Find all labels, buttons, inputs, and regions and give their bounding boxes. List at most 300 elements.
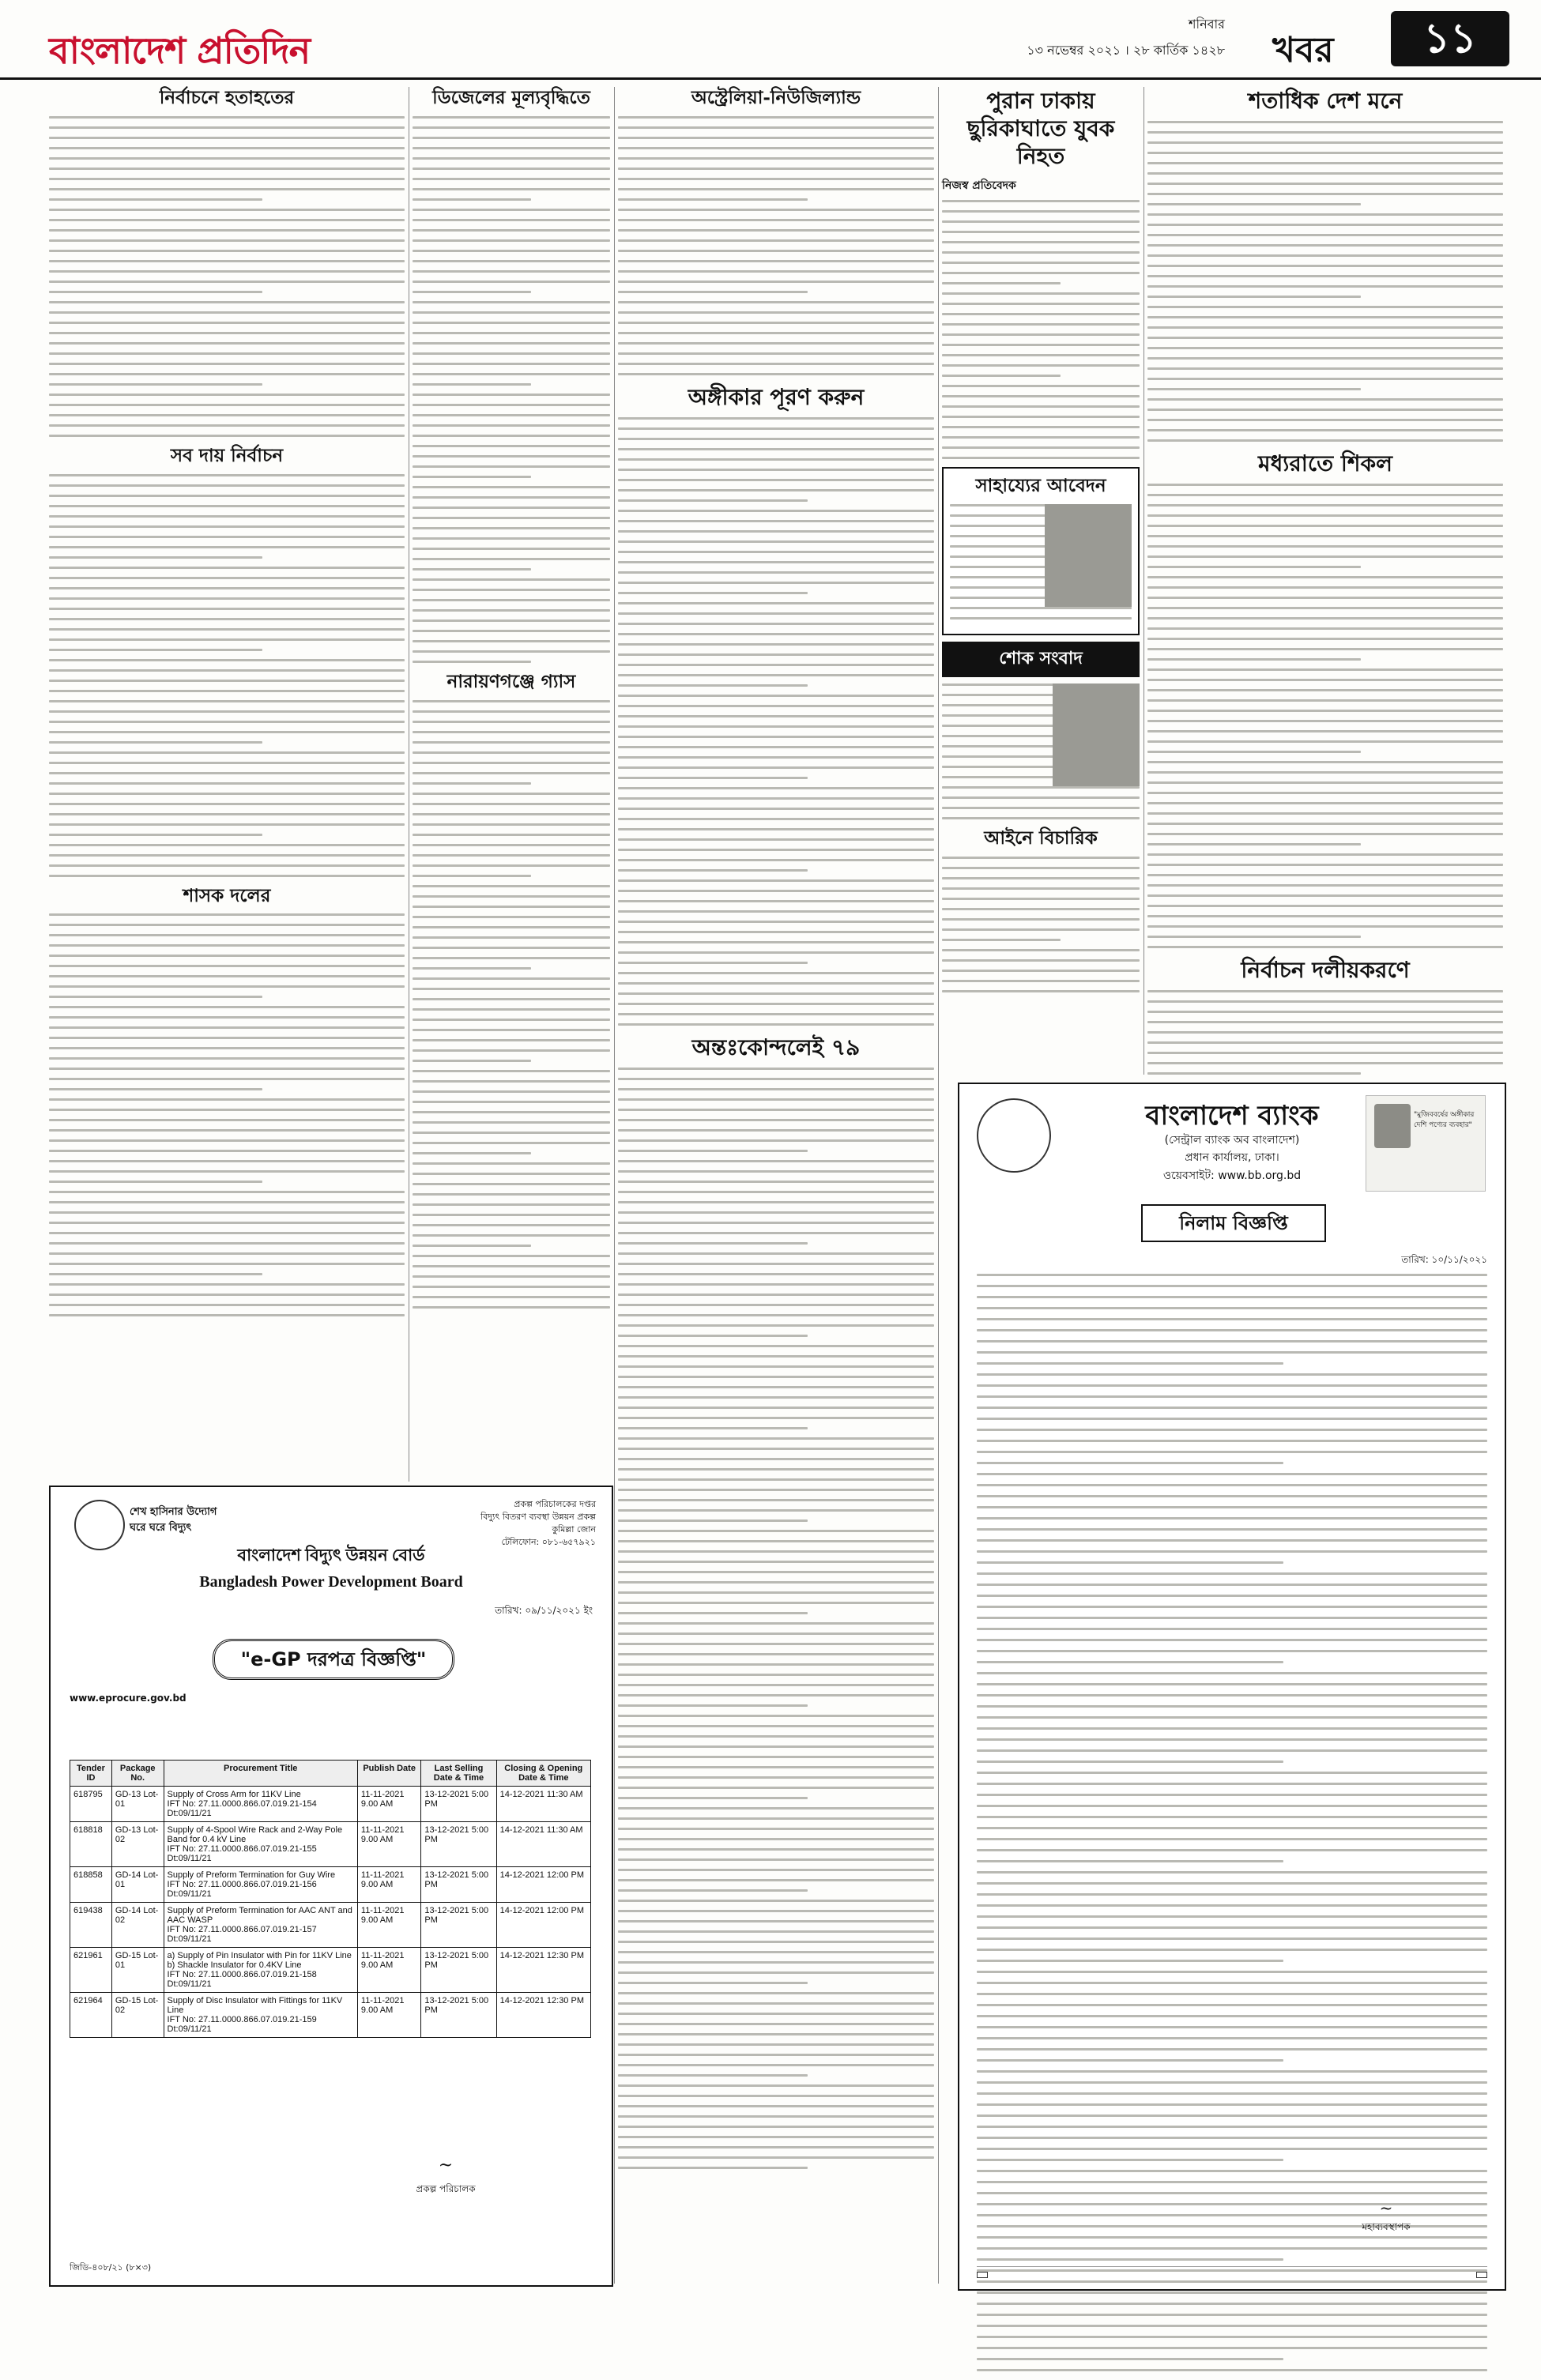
section-name: খবর [1272, 30, 1334, 70]
text-line-placeholder [1147, 141, 1503, 144]
text-line-placeholder [1147, 162, 1503, 164]
tender-table-header: Tender ID [70, 1761, 112, 1787]
text-line-placeholder [942, 980, 1140, 982]
text-line-placeholder [942, 200, 1140, 202]
signature-block [1291, 2196, 1481, 2234]
text-line-placeholder [49, 1211, 405, 1214]
text-line-placeholder [1147, 429, 1503, 431]
text-line-placeholder [413, 906, 610, 908]
text-line-placeholder [49, 1191, 405, 1193]
text-line-placeholder [413, 957, 610, 959]
text-line-placeholder [618, 1591, 934, 1594]
text-line-placeholder [977, 1938, 1487, 1940]
text-line-placeholder [618, 1468, 934, 1471]
text-line-placeholder [618, 168, 934, 170]
text-line-placeholder [618, 1345, 934, 1347]
text-line-placeholder [618, 448, 934, 450]
masthead [0, 0, 1541, 80]
org-name-en: Bangladesh Power Development Board [199, 1573, 463, 1591]
text-line-placeholder [942, 231, 1140, 233]
text-line-placeholder [618, 1828, 934, 1830]
text-line-placeholder [1147, 874, 1503, 876]
ad-footer: জিডি-৪০৮/২১ (৮×৩) [70, 2261, 152, 2273]
emblem-caption: "মুজিববর্ষের অঙ্গীকার দেশি পণ্যের ব্যবহার" [1414, 1111, 1475, 1129]
text-line-placeholder [618, 962, 808, 964]
text-line-placeholder [413, 239, 610, 242]
text-line-placeholder [413, 137, 610, 139]
text-line-placeholder [413, 721, 610, 723]
article-body-placeholder [1147, 121, 1503, 442]
text-line-placeholder [49, 864, 405, 867]
text-line-placeholder [618, 797, 934, 800]
text-line-placeholder [618, 301, 934, 303]
text-line-placeholder [618, 1489, 934, 1491]
text-line-placeholder [618, 1787, 934, 1789]
text-line-placeholder [977, 2004, 1487, 2006]
text-line-placeholder [1147, 484, 1503, 486]
text-line-placeholder [942, 908, 1140, 910]
text-line-placeholder [618, 1817, 934, 1820]
text-line-placeholder [977, 1362, 1283, 1365]
text-line-placeholder [618, 828, 934, 830]
article-headline: পুরান ঢাকায় ছুরিকাঘাতে যুবক নিহত [966, 88, 1115, 169]
signature-mark: ~ [438, 2156, 454, 2175]
text-line-placeholder [49, 741, 262, 744]
text-line-placeholder [618, 1139, 934, 1142]
tender-table-cell: 621964 [70, 1993, 112, 2038]
text-line-placeholder [618, 1900, 934, 1902]
text-line-placeholder [413, 1173, 610, 1175]
tender-table-cell: 621961 [70, 1948, 112, 1993]
text-line-placeholder [618, 1396, 934, 1399]
text-line-placeholder [977, 2192, 1487, 2194]
text-line-placeholder [977, 1860, 1283, 1862]
tender-table-cell: a) Supply of Pin Insulator with Pin for 11KV Line b) Shackle Insulator for 0.4KV Line IFT No: 27.11.0000.866.07.019.21-158 Dt:09/11/21 [164, 1948, 357, 1993]
text-line-placeholder [618, 1013, 934, 1015]
text-line-placeholder [977, 1561, 1283, 1564]
text-line-placeholder [618, 1735, 934, 1738]
text-line-placeholder [49, 782, 405, 785]
text-line-placeholder [618, 322, 934, 324]
text-line-placeholder [413, 947, 610, 949]
text-line-placeholder [942, 446, 1140, 449]
text-line-placeholder [977, 2369, 1487, 2371]
text-line-placeholder [1147, 494, 1503, 496]
text-line-placeholder [49, 1129, 405, 1132]
text-line-placeholder [49, 188, 405, 190]
text-line-placeholder [413, 885, 610, 887]
portrait-photo [1053, 683, 1140, 786]
text-line-placeholder [618, 1951, 934, 1953]
text-line-placeholder [413, 661, 531, 663]
text-line-placeholder [1147, 730, 1503, 732]
text-line-placeholder [618, 1879, 934, 1881]
text-line-placeholder [49, 404, 405, 406]
text-line-placeholder [618, 787, 934, 789]
text-line-placeholder [618, 1232, 934, 1234]
tender-table-cell: GD-14 Lot-01 [111, 1867, 164, 1903]
text-line-placeholder [977, 1451, 1487, 1453]
article-body-placeholder [618, 116, 934, 375]
text-line-placeholder [618, 1869, 934, 1871]
text-line-placeholder [618, 612, 934, 615]
text-line-placeholder [618, 1201, 934, 1203]
text-line-placeholder [618, 1324, 934, 1327]
text-line-placeholder [1147, 833, 1503, 835]
text-line-placeholder [49, 772, 405, 774]
text-line-placeholder [618, 209, 934, 211]
text-line-placeholder [1147, 751, 1361, 753]
text-line-placeholder [49, 229, 405, 232]
article-headline: অঙ্গীকার পূরণ করুন [688, 383, 865, 410]
text-line-placeholder [49, 955, 405, 957]
text-line-placeholder [413, 1121, 610, 1124]
text-line-placeholder [49, 1294, 405, 1296]
text-line-placeholder [413, 527, 610, 529]
text-line-placeholder [1147, 183, 1503, 185]
appeal-box [942, 467, 1140, 635]
text-line-placeholder [618, 818, 934, 820]
text-line-placeholder [413, 486, 610, 488]
text-line-placeholder [1147, 131, 1503, 134]
text-line-placeholder [618, 1643, 934, 1645]
text-line-placeholder [49, 1314, 405, 1316]
text-line-placeholder [413, 1275, 610, 1278]
text-line-placeholder [618, 1530, 934, 1532]
text-line-placeholder [49, 1139, 405, 1142]
office-address: প্রকল্প পরিচালকের দপ্তর বিদ্যুৎ বিতরণ ব্যবস্থা উন্নয়ন প্রকল্প কুমিল্লা জোন টেলিফোন: ০৮১-৬৫৭৯২১ [480, 1499, 596, 1547]
text-line-placeholder [977, 1606, 1487, 1608]
footer-note [1476, 2272, 1487, 2278]
text-line-placeholder [977, 1296, 1487, 1298]
text-line-placeholder [977, 1783, 1487, 1785]
text-line-placeholder [977, 1373, 1487, 1376]
text-line-placeholder [618, 571, 934, 574]
text-line-placeholder [977, 1318, 1487, 1320]
text-line-placeholder [618, 469, 934, 471]
text-line-placeholder [413, 589, 610, 591]
memo-line [977, 1253, 1487, 1269]
text-line-placeholder [977, 1407, 1487, 1409]
text-line-placeholder [618, 1335, 808, 1337]
text-line-placeholder [1147, 679, 1503, 681]
dateline [909, 14, 1225, 66]
text-line-placeholder [618, 2095, 934, 2097]
text-line-placeholder [49, 762, 405, 764]
text-line-placeholder [618, 746, 934, 748]
text-line-placeholder [977, 2048, 1487, 2050]
text-line-placeholder [618, 1263, 934, 1265]
text-line-placeholder [413, 762, 610, 764]
text-line-placeholder [977, 2325, 1487, 2327]
text-line-placeholder [1147, 326, 1503, 329]
text-line-placeholder [618, 736, 934, 738]
text-line-placeholder [618, 427, 934, 430]
eprocure-link[interactable]: www.eprocure.gov.bd [70, 1693, 187, 1704]
text-line-placeholder [413, 435, 610, 437]
text-line-placeholder [618, 352, 934, 355]
text-line-placeholder [49, 198, 262, 201]
mujib-year-emblem [1366, 1095, 1486, 1192]
text-line-placeholder [950, 586, 1059, 589]
text-line-placeholder [618, 900, 934, 902]
text-line-placeholder [977, 1871, 1487, 1873]
text-line-placeholder [413, 619, 610, 622]
text-line-placeholder [1147, 853, 1503, 856]
text-line-placeholder [618, 1098, 934, 1101]
text-line-placeholder [1147, 864, 1503, 866]
text-line-placeholder [618, 1694, 934, 1697]
text-line-placeholder [1147, 193, 1503, 195]
text-line-placeholder [1147, 823, 1503, 825]
text-line-placeholder [942, 251, 1140, 254]
text-line-placeholder [977, 1550, 1487, 1553]
tender-table-cell: 13-12-2021 5:00 PM [421, 1867, 496, 1903]
text-line-placeholder [618, 1561, 934, 1563]
text-line-placeholder [413, 404, 610, 406]
text-line-placeholder [942, 282, 1061, 284]
text-line-placeholder [413, 465, 610, 468]
issue-day: শনিবার [1189, 17, 1225, 32]
text-line-placeholder [618, 520, 934, 522]
text-line-placeholder [49, 1088, 262, 1090]
text-line-placeholder [618, 2105, 934, 2107]
tender-table-cell: 14-12-2021 11:30 AM [496, 1822, 590, 1867]
text-line-placeholder [942, 918, 1140, 921]
auction-title: নিলাম বিজ্ঞপ্তি [1141, 1204, 1326, 1242]
text-line-placeholder [618, 1078, 934, 1080]
text-line-placeholder [618, 219, 934, 221]
tender-table-cell: 619438 [70, 1903, 112, 1948]
text-line-placeholder [942, 457, 1140, 459]
text-line-placeholder [618, 1304, 934, 1306]
text-line-placeholder [977, 1805, 1487, 1807]
text-line-placeholder [618, 2167, 808, 2169]
ad-intro [70, 1691, 593, 1705]
text-line-placeholder [618, 931, 934, 933]
ad-slogan: শেখ হাসিনার উদ্যোগ ঘরে ঘরে বিদ্যুৎ [130, 1506, 217, 1534]
text-line-placeholder [1147, 597, 1503, 599]
text-line-placeholder [413, 1070, 610, 1072]
text-line-placeholder [413, 772, 610, 774]
text-line-placeholder [49, 608, 405, 610]
text-line-placeholder [49, 1273, 262, 1275]
text-line-placeholder [413, 1019, 610, 1021]
text-line-placeholder [977, 2092, 1487, 2095]
text-line-placeholder [49, 649, 262, 651]
text-line-placeholder [618, 1848, 934, 1851]
text-line-placeholder [1147, 535, 1503, 537]
text-line-placeholder [413, 895, 610, 898]
tender-table-row [70, 1993, 591, 2038]
text-line-placeholder [942, 939, 1061, 941]
text-line-placeholder [1147, 566, 1361, 568]
text-line-placeholder [977, 1838, 1487, 1840]
text-line-placeholder [49, 546, 405, 548]
text-line-placeholder [1147, 409, 1503, 411]
text-line-placeholder [618, 458, 934, 461]
article-body-placeholder [618, 1068, 934, 2169]
text-line-placeholder [942, 867, 1140, 869]
text-line-placeholder [977, 1617, 1487, 1619]
text-line-placeholder [977, 1473, 1487, 1475]
text-line-placeholder [618, 1088, 934, 1090]
text-line-placeholder [618, 561, 934, 563]
text-line-placeholder [977, 1694, 1487, 1697]
text-line-placeholder [618, 684, 808, 687]
text-line-placeholder [977, 1971, 1487, 1973]
text-line-placeholder [413, 394, 610, 396]
text-line-placeholder [618, 489, 934, 491]
text-line-placeholder [1147, 1031, 1503, 1034]
text-line-placeholder [1147, 121, 1503, 123]
text-line-placeholder [977, 2070, 1487, 2073]
text-line-placeholder [1147, 905, 1503, 907]
text-line-placeholder [618, 2033, 934, 2035]
tender-table-cell: 14-12-2021 12:30 PM [496, 1948, 590, 1993]
org-name-bn: বাংলাদেশ বিদ্যুৎ উন্নয়ন বোর্ড [237, 1546, 425, 1565]
text-line-placeholder [618, 1003, 934, 1005]
text-line-placeholder [413, 1080, 610, 1083]
text-line-placeholder [49, 137, 405, 139]
tender-table-cell: 13-12-2021 5:00 PM [421, 1903, 496, 1948]
text-line-placeholder [1147, 203, 1361, 205]
text-line-placeholder [618, 2054, 934, 2056]
text-line-placeholder [977, 1274, 1487, 1276]
text-line-placeholder [413, 558, 610, 560]
text-line-placeholder [413, 977, 610, 980]
text-line-placeholder [49, 1252, 405, 1255]
text-line-placeholder [942, 817, 1140, 819]
text-line-placeholder [413, 926, 610, 928]
text-line-placeholder [1147, 152, 1503, 154]
text-line-placeholder [977, 2314, 1487, 2316]
memo-date: তারিখ: ০৯/১১/২০২১ ইং [495, 1605, 593, 1616]
text-line-placeholder [413, 455, 610, 458]
text-line-placeholder [618, 2156, 934, 2159]
bangladesh-bank-seal-icon [977, 1098, 1051, 1173]
text-line-placeholder [618, 1252, 934, 1255]
text-line-placeholder [977, 1827, 1487, 1829]
text-line-placeholder [942, 210, 1140, 213]
text-line-placeholder [618, 229, 934, 232]
text-line-placeholder [942, 395, 1140, 397]
text-line-placeholder [942, 272, 1140, 274]
text-line-placeholder [618, 1427, 808, 1429]
text-line-placeholder [977, 1506, 1487, 1508]
text-line-placeholder [49, 495, 405, 497]
text-line-placeholder [618, 623, 934, 625]
text-line-placeholder [942, 241, 1140, 243]
text-line-placeholder [618, 1150, 808, 1152]
tender-table-header: Publish Date [357, 1761, 420, 1787]
tender-table-cell: 13-12-2021 5:00 PM [421, 1787, 496, 1822]
text-line-placeholder [977, 1517, 1487, 1520]
text-line-placeholder [49, 587, 405, 589]
text-line-placeholder [618, 1756, 934, 1758]
signatory-title: মহাব্যবস্থাপক [1362, 2221, 1411, 2232]
text-line-placeholder [49, 1016, 405, 1019]
text-line-placeholder [618, 260, 934, 262]
text-line-placeholder [942, 416, 1140, 418]
text-line-placeholder [1147, 234, 1503, 236]
text-line-placeholder [413, 1183, 610, 1185]
text-line-placeholder [977, 1595, 1487, 1597]
text-line-placeholder [618, 859, 934, 861]
text-line-placeholder [413, 854, 610, 857]
text-line-placeholder [618, 1540, 934, 1542]
text-line-placeholder [618, 1571, 934, 1573]
text-line-placeholder [618, 2074, 808, 2077]
text-line-placeholder [942, 292, 1140, 295]
text-line-placeholder [413, 741, 610, 744]
article-headline: সাহায্যের আবেদন [975, 475, 1106, 496]
tender-table-row [70, 1787, 591, 1822]
text-line-placeholder [942, 364, 1140, 367]
text-line-placeholder [977, 1893, 1487, 1896]
text-line-placeholder [618, 510, 934, 512]
text-line-placeholder [49, 710, 405, 713]
footer-code [977, 2272, 988, 2278]
text-line-placeholder [618, 1407, 934, 1409]
text-line-placeholder [413, 599, 610, 601]
text-line-placeholder [618, 1910, 934, 1912]
text-line-placeholder [618, 1023, 934, 1026]
text-line-placeholder [942, 970, 1140, 972]
text-line-placeholder [1147, 545, 1503, 548]
text-line-placeholder [49, 322, 405, 324]
text-line-placeholder [1147, 254, 1503, 257]
text-line-placeholder [618, 1632, 934, 1635]
text-line-placeholder [618, 582, 934, 584]
text-line-placeholder [942, 426, 1140, 428]
text-line-placeholder [977, 2103, 1487, 2106]
text-line-placeholder [49, 934, 405, 936]
text-line-placeholder [977, 2303, 1487, 2305]
text-line-placeholder [977, 1628, 1487, 1630]
text-line-placeholder [618, 540, 934, 543]
text-line-placeholder [1147, 802, 1503, 804]
text-line-placeholder [618, 1612, 808, 1614]
text-line-placeholder [977, 1384, 1487, 1387]
text-line-placeholder [1147, 265, 1503, 267]
text-line-placeholder [977, 2159, 1283, 2161]
text-line-placeholder [49, 1047, 405, 1049]
text-line-placeholder [618, 239, 934, 242]
text-line-placeholder [49, 352, 405, 355]
text-line-placeholder [49, 1201, 405, 1203]
text-line-placeholder [950, 607, 1132, 609]
text-line-placeholder [977, 1716, 1487, 1719]
text-line-placeholder [977, 1915, 1487, 1918]
text-line-placeholder [618, 2146, 934, 2148]
text-line-placeholder [977, 2059, 1283, 2062]
text-line-placeholder [618, 1417, 934, 1419]
text-line-placeholder [618, 126, 934, 129]
text-line-placeholder [413, 1224, 610, 1226]
text-line-placeholder [49, 834, 262, 836]
text-line-placeholder [49, 260, 405, 262]
text-line-placeholder [977, 1761, 1283, 1763]
text-line-placeholder [49, 1283, 405, 1286]
text-line-placeholder [49, 985, 405, 988]
tender-table-header: Package No. [111, 1761, 164, 1787]
text-line-placeholder [618, 1930, 934, 1933]
text-line-placeholder [942, 898, 1140, 900]
text-line-placeholder [618, 992, 934, 995]
text-line-placeholder [1147, 689, 1503, 691]
text-line-placeholder [977, 2015, 1487, 2017]
